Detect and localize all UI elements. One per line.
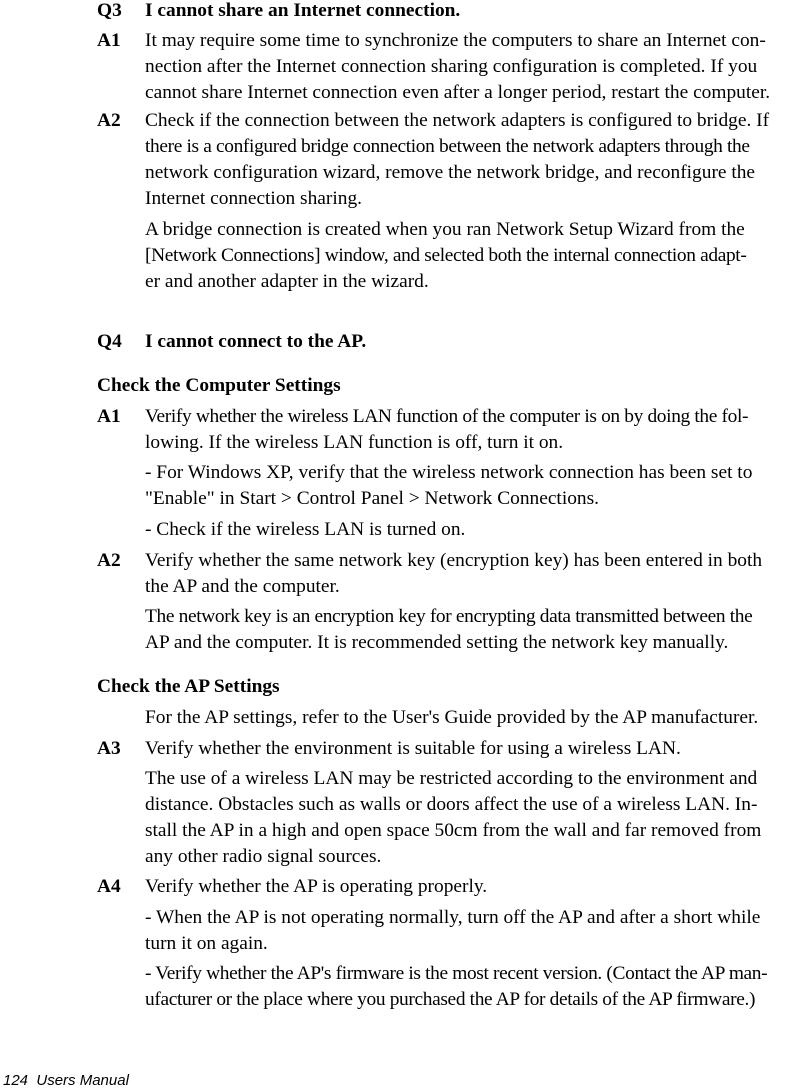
q3-a1-line: It may require some time to synchronize the computers to share an Internet con- (145, 30, 766, 51)
q4-a3-note-line: stall the AP in a high and open space 50cm from the wall and far removed from (145, 820, 762, 841)
page-number: 124 (3, 1072, 29, 1089)
q3-a2-note-line: [Network Connections] window, and selected both the internal connection adapt- (145, 245, 747, 266)
q4-a1-bullet-line: "Enable" in Start > Control Panel > Network Connections. (145, 488, 599, 509)
q4-a3-label: A3 (97, 738, 121, 759)
q4-title: I cannot connect to the AP. (145, 331, 367, 352)
q4-a1-bullet-line: - Check if the wireless LAN is turned on. (145, 519, 466, 540)
q3-a2-note-line: er and another adapter in the wizard. (145, 271, 429, 292)
q4-a1-label: A1 (97, 406, 121, 427)
q4-a1-line: Verify whether the wireless LAN function of the computer is on by doing the fol- (145, 406, 749, 427)
q4-a2-line: the AP and the computer. (145, 576, 340, 597)
q3-a2-line: there is a configured bridge connection between the network adapters through the (145, 136, 750, 157)
q4-a4-bullet-line: ufacturer or the place where you purchased the AP for details of the AP firmware.) (145, 989, 756, 1010)
q4-a4-bullet-line: turn it on again. (145, 933, 268, 954)
q4-a4-label: A4 (97, 876, 121, 897)
q4-a3-note-line: The use of a wireless LAN may be restricted according to the environment and (145, 768, 758, 789)
q4-a3-note-line: distance. Obstacles such as walls or doors affect the use of a wireless LAN. In- (145, 794, 758, 815)
q3-a1-line: nection after the Internet connection sharing configuration is completed. If you (145, 56, 758, 77)
q4-a2-label: A2 (97, 550, 121, 571)
q4-label: Q4 (97, 331, 122, 352)
q4-a4-bullet-line: - Verify whether the AP's firmware is the most recent version. (Contact the AP man- (145, 963, 768, 984)
q4-a2-line: Verify whether the same network key (encryption key) has been entered in both (145, 550, 763, 571)
q3-a2-line: Internet connection sharing. (145, 188, 362, 209)
q4-a3-note-line: any other radio signal sources. (145, 846, 382, 867)
q3-a2-note-line: A bridge connection is created when you ran Network Setup Wizard from the (145, 219, 745, 240)
q3-a2-label: A2 (97, 110, 121, 131)
page-footer (3, 1073, 129, 1089)
q4-a1-line: lowing. If the wireless LAN function is off, turn it on. (145, 432, 564, 453)
q3-title: I cannot share an Internet connection. (145, 0, 461, 21)
q4-a4-bullet-line: - When the AP is not operating normally, turn off the AP and after a short while (145, 907, 761, 928)
q4-a2-note-line: The network key is an encryption key for encrypting data transmitted between the (145, 606, 753, 627)
ap-settings-heading: Check the AP Settings (97, 676, 280, 697)
q3-a1-line: cannot share Internet connection even after a longer period, restart the computer. (145, 82, 771, 103)
q3-a2-line: network configuration wizard, remove the network bridge, and reconfigure the (145, 162, 756, 183)
ap-settings-intro: For the AP settings, refer to the User's Guide provided by the AP manufacturer. (145, 707, 759, 728)
q4-a1-bullet-line: - For Windows XP, verify that the wireless network connection has been set to (145, 462, 753, 483)
q3-a1-label: A1 (97, 30, 121, 51)
computer-settings-heading: Check the Computer Settings (97, 375, 341, 396)
q4-a2-note-line: AP and the computer. It is recommended setting the network key manually. (145, 632, 729, 653)
q3-label: Q3 (97, 0, 122, 21)
q3-a2-line: Check if the connection between the network adapters is configured to bridge. If (145, 110, 770, 131)
q4-a3-line: Verify whether the environment is suitable for using a wireless LAN. (145, 738, 681, 759)
q4-a4-line: Verify whether the AP is operating properly. (145, 876, 488, 897)
manual-title: Users Manual (36, 1072, 129, 1089)
